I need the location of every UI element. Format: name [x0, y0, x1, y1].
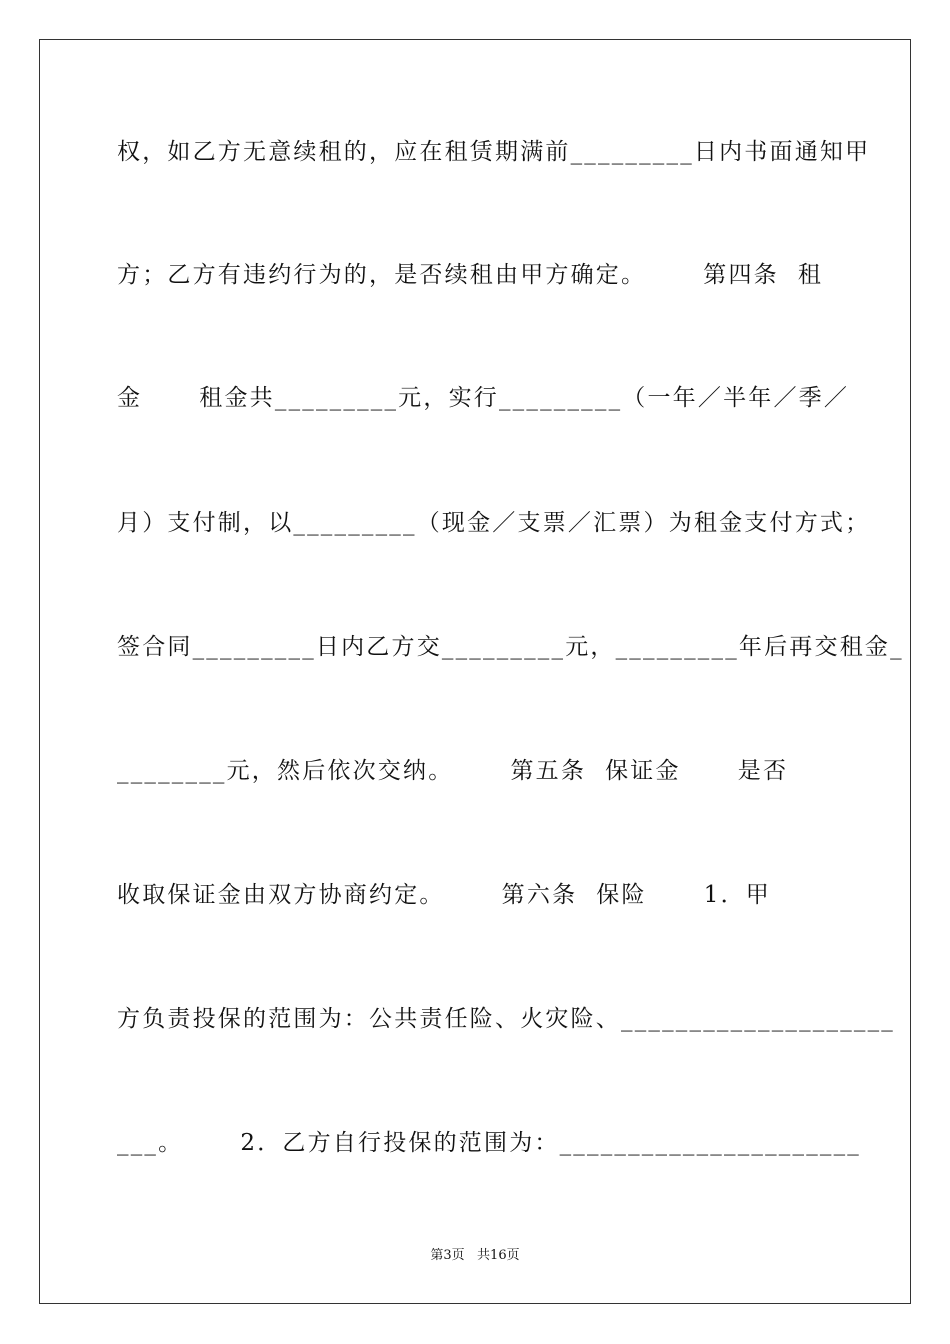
body-text-line: ________元，然后依次交纳。 第五条 保证金 是否 [117, 758, 789, 784]
page-frame [39, 39, 911, 1304]
body-text-line: 签合同_________日内乙方交_________元，_________年后再交租金_ [117, 634, 904, 660]
page-footer: 第3页 共16页 [430, 1248, 520, 1263]
body-text-line: ___。 2．乙方自行投保的范围为：______________________ [117, 1130, 861, 1156]
body-text-line: 收取保证金由双方协商约定。 第六条 保险 1．甲 [117, 882, 771, 908]
body-text-line: 月）支付制，以_________（现金／支票／汇票）为租金支付方式； [117, 510, 871, 536]
body-text-line: 金 租金共_________元，实行_________（一年／半年／季／ [117, 385, 850, 411]
body-text-line: 方；乙方有违约行为的，是否续租由甲方确定。 第四条 租 [117, 262, 824, 288]
body-text-line: 方负责投保的范围为：公共责任险、火灾险、____________________ [117, 1006, 895, 1032]
body-text-line: 权，如乙方无意续租的，应在租赁期满前_________日内书面通知甲 [117, 139, 871, 165]
